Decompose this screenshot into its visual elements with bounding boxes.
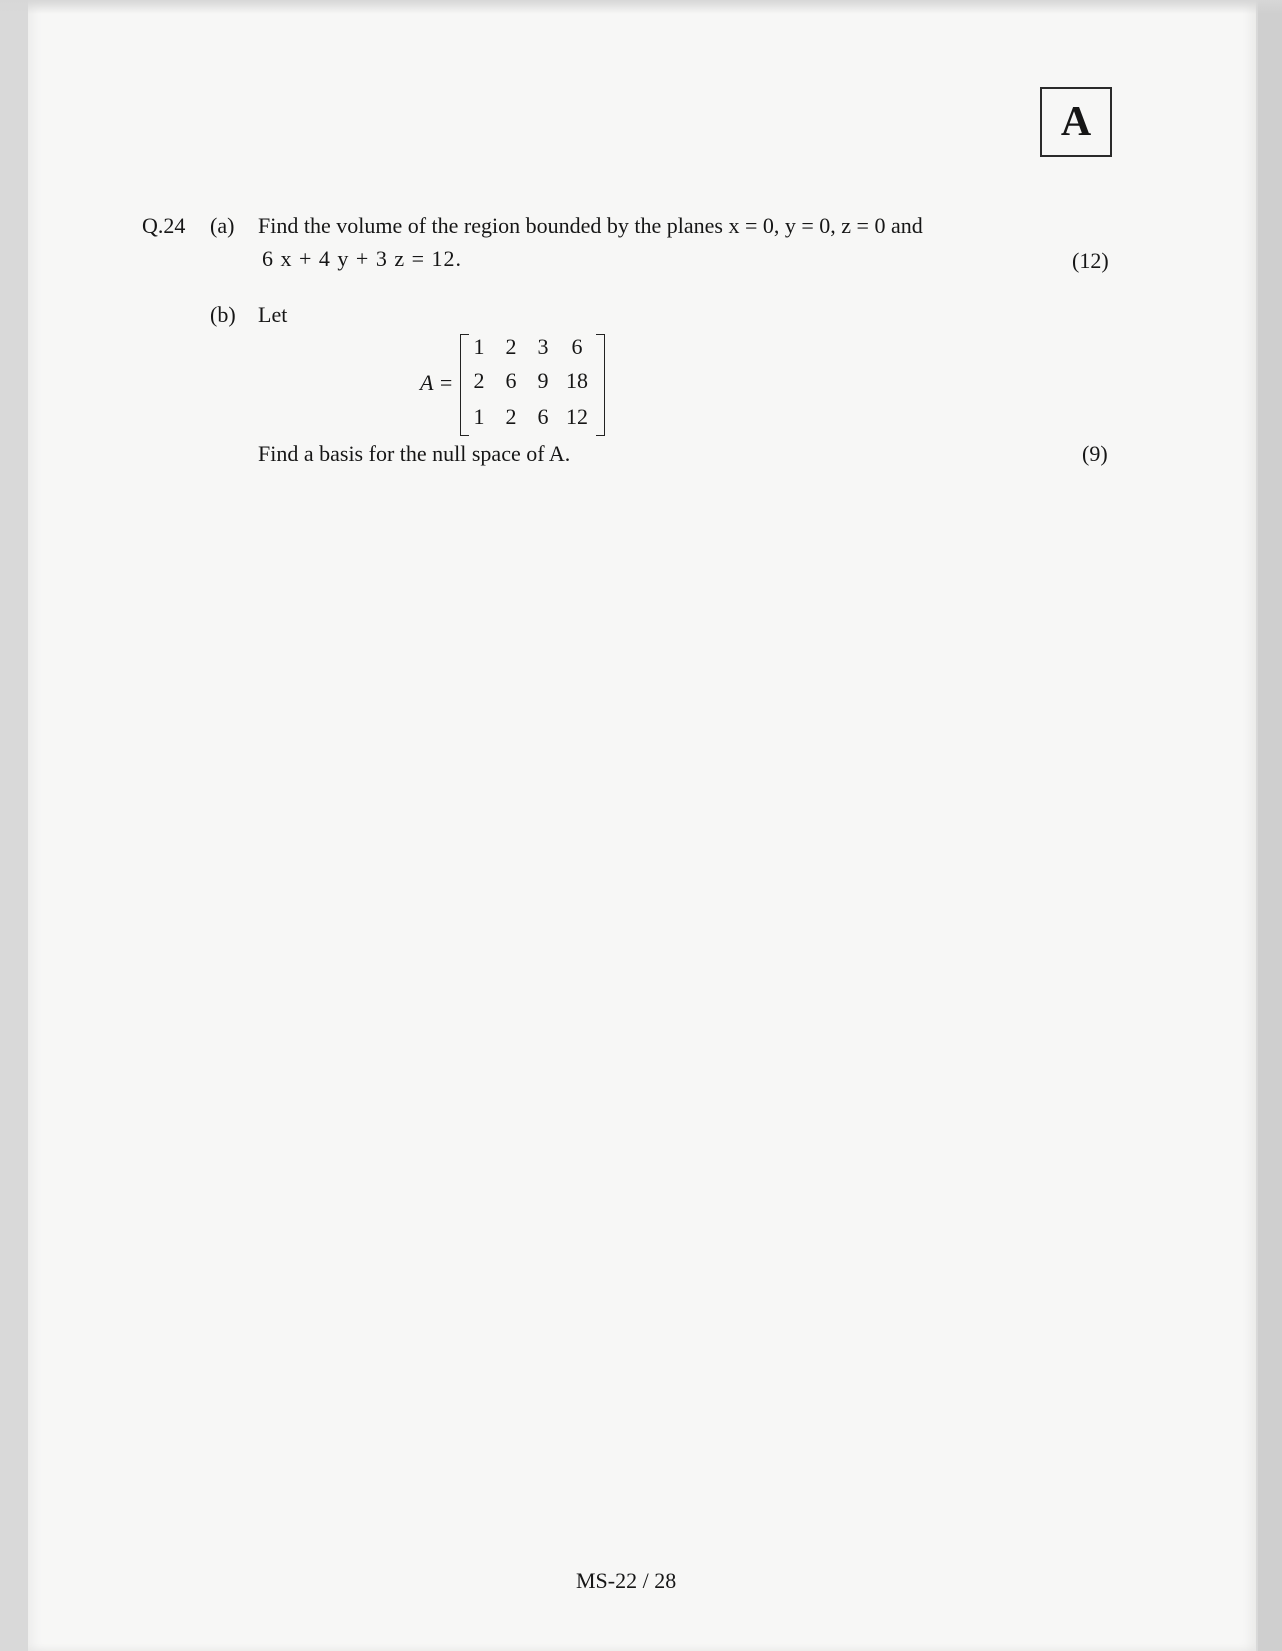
part-a-text-line1: Find the volume of the region bounded by the planes x = 0, y = 0, z = 0 and xyxy=(258,213,923,238)
part-a-equation: 6 x + 4 y + 3 z = 12. xyxy=(262,246,462,271)
matrix-cell: 6 xyxy=(537,404,549,429)
matrix-label: A = xyxy=(420,370,454,395)
matrix-cell: 2 xyxy=(505,404,517,429)
matrix-cell: 1 xyxy=(473,334,485,359)
part-a-label: (a) xyxy=(210,213,235,238)
question-set-label: A xyxy=(1040,87,1112,157)
matrix-right-bracket xyxy=(596,334,605,436)
matrix-cell: 1 xyxy=(473,404,485,429)
scan-edge xyxy=(1258,0,1282,1651)
matrix-cell: 18 xyxy=(566,368,588,393)
matrix-cell: 12 xyxy=(566,404,588,429)
question-number: Q.24 xyxy=(142,213,186,238)
part-b-label: (b) xyxy=(210,302,236,327)
matrix-cell: 2 xyxy=(505,334,517,359)
page-footer: MS-22 / 28 xyxy=(576,1568,677,1593)
matrix-cell: 3 xyxy=(537,334,549,359)
part-b-marks: (9) xyxy=(1082,441,1108,466)
part-b-prompt: Find a basis for the null space of A. xyxy=(258,441,571,466)
scan-shadow xyxy=(0,0,1282,14)
matrix-cell: 6 xyxy=(571,334,583,359)
part-a-marks: (12) xyxy=(1072,248,1109,273)
part-b-intro: Let xyxy=(258,302,288,327)
matrix-cell: 9 xyxy=(537,368,549,393)
matrix-cell: 2 xyxy=(473,368,485,393)
matrix-a xyxy=(418,328,618,438)
matrix-cell: 6 xyxy=(505,368,517,393)
